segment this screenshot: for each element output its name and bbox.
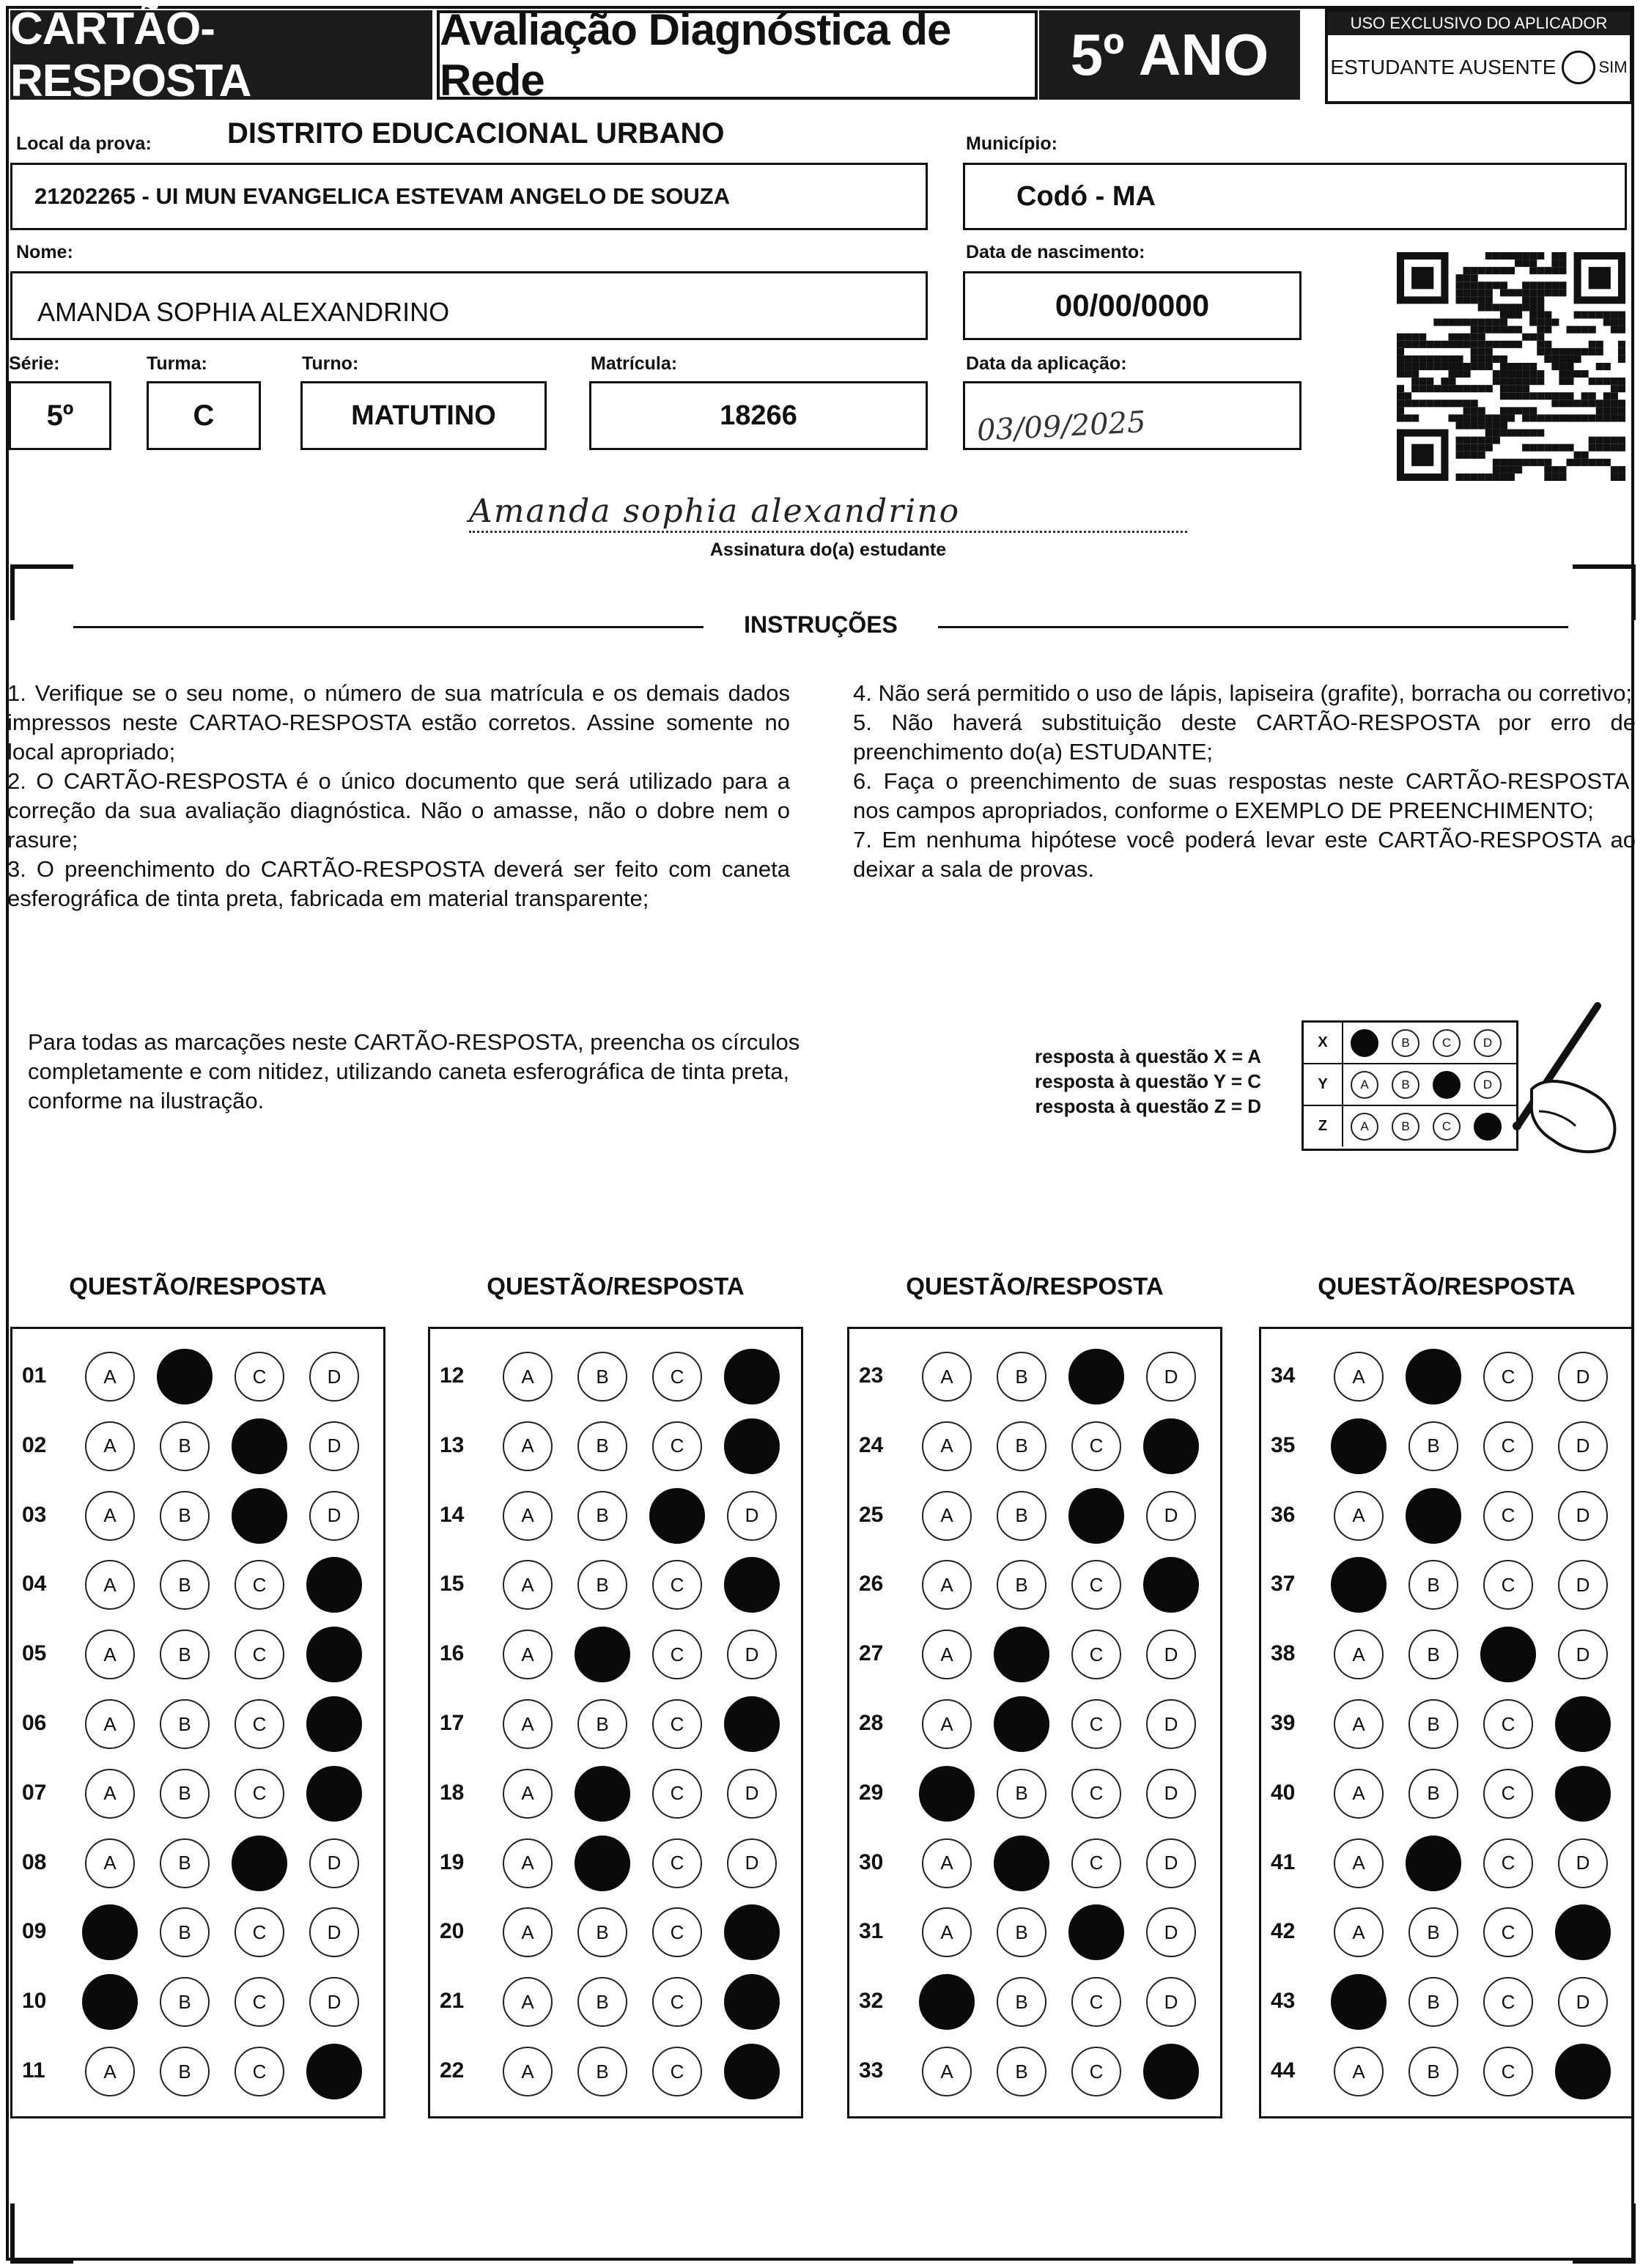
answer-bubble-09-a[interactable]: A [82, 1904, 138, 1960]
question-number: 07 [22, 1780, 47, 1805]
question-number: 36 [1271, 1502, 1296, 1527]
answer-bubble-24-b[interactable]: B [997, 1421, 1046, 1471]
question-number: 38 [1271, 1641, 1296, 1666]
question-number: 13 [440, 1432, 465, 1457]
answer-bubble-28-a[interactable]: A [922, 1699, 972, 1749]
answer-bubble-10-d[interactable]: D [309, 1977, 359, 2027]
question-number: 42 [1271, 1919, 1296, 1944]
answer-bubble-36-d[interactable]: D [1558, 1491, 1608, 1541]
answer-bubble-37-b[interactable]: B [1408, 1560, 1458, 1610]
example-grid [1302, 1020, 1518, 1151]
turma-field: C [147, 381, 261, 450]
question-number: 01 [22, 1363, 47, 1388]
signature-handwriting: Amanda sophia alexandrino [469, 493, 961, 530]
answer-bubble-02-a[interactable]: A [85, 1421, 135, 1471]
answer-bubble-09-b[interactable]: B [160, 1907, 210, 1957]
question-number: 11 [22, 2058, 45, 2083]
answer-bubble-37-c[interactable]: C [1483, 1560, 1533, 1610]
answer-bubble-20-c[interactable]: C [652, 1907, 702, 1957]
answer-bubble-12-b[interactable]: B [577, 1352, 627, 1402]
answer-bubble-27-d[interactable]: D [1146, 1630, 1196, 1679]
question-number: 15 [440, 1572, 465, 1597]
local-label: Local da prova: [16, 133, 152, 154]
instructions-title: INSTRUÇÕES [744, 611, 898, 638]
answer-bubble-21-b[interactable]: B [577, 1977, 627, 2027]
answer-bubble-26-d[interactable]: D [1143, 1557, 1199, 1613]
question-number: 02 [22, 1432, 47, 1457]
signature-line [469, 531, 1187, 533]
answer-bubble-41-c[interactable]: C [1483, 1838, 1533, 1888]
example-row-label: Y [1304, 1064, 1343, 1105]
question-number: 20 [440, 1919, 465, 1944]
example-line: resposta à questão Y = C [1035, 1070, 1262, 1092]
answer-bubble-40-b[interactable]: B [1408, 1769, 1458, 1819]
answer-bubble-42-b[interactable]: B [1408, 1907, 1458, 1957]
answer-bubble-07-d[interactable]: D [306, 1766, 362, 1822]
example-bubble-d: D [1474, 1113, 1502, 1141]
answer-bubble-15-c[interactable]: C [652, 1560, 702, 1610]
answer-bubble-38-a[interactable]: A [1334, 1630, 1384, 1679]
question-number: 06 [22, 1711, 47, 1735]
answer-bubble-39-a[interactable]: A [1334, 1699, 1384, 1749]
example-bubble-d: D [1474, 1071, 1502, 1099]
answer-bubble-25-a[interactable]: A [922, 1491, 972, 1541]
answer-bubble-14-a[interactable]: A [503, 1491, 553, 1541]
answer-bubble-22-c[interactable]: C [652, 2047, 702, 2096]
answer-bubble-43-a[interactable]: A [1331, 1974, 1387, 2030]
answer-bubble-40-d[interactable]: D [1555, 1766, 1611, 1822]
answer-bubble-09-c[interactable]: C [235, 1907, 284, 1957]
answer-bubble-26-b[interactable]: B [997, 1560, 1046, 1610]
answer-bubble-16-c[interactable]: C [652, 1630, 702, 1679]
answer-bubble-32-d[interactable]: D [1146, 1977, 1196, 2027]
example-legend [1035, 1044, 1261, 1119]
answer-bubble-15-a[interactable]: A [503, 1560, 553, 1610]
answer-bubble-31-d[interactable]: D [1146, 1907, 1196, 1957]
answer-bubble-28-d[interactable]: D [1146, 1699, 1196, 1749]
applicator-label: USO EXCLUSIVO DO APLICADOR [1328, 12, 1630, 35]
answer-bubble-03-d[interactable]: D [309, 1491, 359, 1541]
answer-bubble-40-c[interactable]: C [1483, 1769, 1533, 1819]
answer-bubble-06-d[interactable]: D [306, 1696, 362, 1752]
answer-bubble-35-a[interactable]: A [1331, 1418, 1387, 1474]
answer-bubble-19-d[interactable]: D [727, 1838, 777, 1888]
answer-bubble-41-d[interactable]: D [1558, 1838, 1608, 1888]
answer-bubble-33-d[interactable]: D [1143, 2044, 1199, 2099]
answer-bubble-16-b[interactable]: B [575, 1627, 630, 1682]
question-number: 28 [859, 1711, 884, 1735]
answer-bubble-29-b[interactable]: B [997, 1769, 1046, 1819]
qr-code [1397, 252, 1625, 481]
answer-bubble-25-c[interactable]: C [1068, 1488, 1124, 1544]
corner-mark-top-left [10, 564, 73, 620]
answer-bubble-15-d[interactable]: D [724, 1557, 780, 1613]
answer-bubble-26-c[interactable]: C [1071, 1560, 1121, 1610]
answer-bubble-01-b[interactable]: B [157, 1349, 213, 1404]
question-number: 18 [440, 1780, 465, 1805]
answer-bubble-06-c[interactable]: C [235, 1699, 284, 1749]
answer-bubble-12-a[interactable]: A [503, 1352, 553, 1402]
answer-bubble-36-b[interactable]: B [1406, 1488, 1461, 1544]
answer-bubble-42-a[interactable]: A [1334, 1907, 1384, 1957]
question-number: 22 [440, 2058, 465, 2083]
grade-badge: 5º ANO [1039, 10, 1300, 100]
question-number: 14 [440, 1502, 465, 1527]
exam-title: Avaliação Diagnóstica de Rede [437, 10, 1038, 100]
instruction-item: 7. Em nenhuma hipótese você poderá levar este CARTÃO-RESPOSTA ao deixar a sala de provas. [853, 827, 1636, 882]
answer-bubble-18-b[interactable]: B [575, 1766, 630, 1822]
answer-bubble-14-c[interactable]: C [649, 1488, 705, 1544]
question-number: 04 [22, 1572, 47, 1597]
example-bubble-b: B [1392, 1113, 1419, 1141]
applicator-box [1325, 9, 1633, 104]
answer-bubble-17-d[interactable]: D [724, 1696, 780, 1752]
instruction-item: 2. O CARTÃO-RESPOSTA é o único documento que será utilizado para a correção da sua avaliação diagnóstica. Não o amasse, não o dobre nem o rasure; [7, 768, 790, 853]
example-bubble-b: B [1392, 1071, 1419, 1099]
answer-bubble-21-d[interactable]: D [724, 1974, 780, 2030]
example-row-label: X [1304, 1023, 1343, 1063]
answer-bubble-17-b[interactable]: B [577, 1699, 627, 1749]
example-bubble-b: B [1392, 1029, 1419, 1057]
answer-bubble-38-d[interactable]: D [1558, 1630, 1608, 1679]
answer-bubble-08-a[interactable]: A [85, 1838, 135, 1888]
answer-bubble-14-d[interactable]: D [727, 1491, 777, 1541]
answer-bubble-30-c[interactable]: C [1071, 1838, 1121, 1888]
instruction-item: 5. Não haverá substituição deste CARTÃO-RESPOSTA por erro de preenchimento do(a) ESTUDANTE; [853, 710, 1636, 765]
nome-label: Nome: [16, 242, 73, 262]
answer-bubble-34-b[interactable]: B [1406, 1349, 1461, 1404]
answer-bubble-06-b[interactable]: B [160, 1699, 210, 1749]
answer-bubble-11-d[interactable]: D [306, 2044, 362, 2099]
answer-bubble-42-c[interactable]: C [1483, 1907, 1533, 1957]
answer-bubble-10-c[interactable]: C [235, 1977, 284, 2027]
answer-bubble-21-c[interactable]: C [652, 1977, 702, 2027]
answer-bubble-04-b[interactable]: B [160, 1560, 210, 1610]
answer-bubble-32-a[interactable]: A [919, 1974, 975, 2030]
answer-bubble-23-c[interactable]: C [1068, 1349, 1124, 1404]
question-number: 10 [22, 1989, 47, 2014]
answer-bubble-12-d[interactable]: D [724, 1349, 780, 1404]
answer-bubble-07-a[interactable]: A [85, 1769, 135, 1819]
answer-bubble-27-b[interactable]: B [994, 1627, 1049, 1682]
answer-column-title: QUESTÃO/RESPOSTA [487, 1273, 745, 1300]
question-number: 26 [859, 1572, 884, 1597]
instructions-right-column [853, 679, 1636, 884]
question-number: 44 [1271, 2058, 1296, 2083]
answer-bubble-44-b[interactable]: B [1408, 2047, 1458, 2096]
answer-bubble-44-c[interactable]: C [1483, 2047, 1533, 2096]
nascimento-label: Data de nascimento: [966, 242, 1145, 262]
example-bubble-c: C [1433, 1029, 1461, 1057]
instructions-left-column [7, 679, 790, 913]
card-title: CARTÃO-RESPOSTA [10, 10, 432, 100]
answer-bubble-05-d[interactable]: D [306, 1627, 362, 1682]
answer-bubble-22-a[interactable]: A [503, 2047, 553, 2096]
answer-bubble-16-a[interactable]: A [503, 1630, 553, 1679]
signature-caption: Assinatura do(a) estudante [709, 540, 947, 560]
answer-bubble-05-a[interactable]: A [85, 1630, 135, 1679]
turno-field: MATUTINO [300, 381, 547, 450]
example-bubble-d: D [1474, 1029, 1502, 1057]
nome-value: AMANDA SOPHIA ALEXANDRINO [37, 297, 450, 327]
answer-bubble-24-c[interactable]: C [1071, 1421, 1121, 1471]
answer-bubble-03-a[interactable]: A [85, 1491, 135, 1541]
example-bubble-c: C [1433, 1071, 1461, 1099]
answer-bubble-07-b[interactable]: B [160, 1769, 210, 1819]
answer-bubble-41-a[interactable]: A [1334, 1838, 1384, 1888]
answer-bubble-24-a[interactable]: A [922, 1421, 972, 1471]
answer-bubble-06-a[interactable]: A [85, 1699, 135, 1749]
answer-bubble-28-b[interactable]: B [994, 1696, 1049, 1752]
instructions-rule-left [73, 626, 704, 628]
aplicacao-handwritten: 03/09/2025 [975, 405, 1147, 449]
question-number: 17 [440, 1711, 465, 1735]
serie-label: Série: [9, 353, 60, 374]
example-bubble-a: A [1351, 1113, 1378, 1141]
answer-bubble-13-d[interactable]: D [724, 1418, 780, 1474]
answer-bubble-23-d[interactable]: D [1146, 1352, 1196, 1402]
absent-option-label: SIM [1598, 58, 1628, 76]
answer-bubble-30-a[interactable]: A [922, 1838, 972, 1888]
answer-bubble-11-c[interactable]: C [235, 2047, 284, 2096]
nome-field [10, 271, 928, 340]
answer-bubble-31-a[interactable]: A [922, 1907, 972, 1957]
corner-mark-top-right [1573, 564, 1636, 620]
answer-column-title: QUESTÃO/RESPOSTA [1318, 1273, 1576, 1300]
answer-bubble-07-c[interactable]: C [235, 1769, 284, 1819]
answer-bubble-01-d[interactable]: D [309, 1352, 359, 1402]
question-number: 09 [22, 1919, 47, 1944]
answer-bubble-08-c[interactable]: C [232, 1836, 287, 1891]
answer-bubble-08-b[interactable]: B [160, 1838, 210, 1888]
example-line: resposta à questão X = A [1035, 1045, 1262, 1067]
question-number: 23 [859, 1363, 884, 1388]
answer-bubble-28-c[interactable]: C [1071, 1699, 1121, 1749]
answer-column-title: QUESTÃO/RESPOSTA [69, 1273, 327, 1300]
question-number: 27 [859, 1641, 884, 1666]
answer-bubble-03-b[interactable]: B [160, 1491, 210, 1541]
answer-bubble-43-b[interactable]: B [1408, 1977, 1458, 2027]
question-number: 37 [1271, 1572, 1296, 1597]
answer-bubble-26-a[interactable]: A [922, 1560, 972, 1610]
answer-bubble-32-b[interactable]: B [997, 1977, 1046, 2027]
absent-checkbox[interactable] [1562, 51, 1595, 84]
corner-mark-bottom-left [10, 2203, 73, 2264]
answer-bubble-23-a[interactable]: A [922, 1352, 972, 1402]
local-value: DISTRITO EDUCACIONAL URBANO [227, 117, 725, 150]
turma-label: Turma: [147, 353, 207, 374]
question-number: 16 [440, 1641, 465, 1666]
answer-bubble-38-b[interactable]: B [1408, 1630, 1458, 1679]
school-field: 21202265 - UI MUN EVANGELICA ESTEVAM ANGELO DE SOUZA [10, 163, 928, 230]
answer-bubble-27-a[interactable]: A [922, 1630, 972, 1679]
question-number: 29 [859, 1780, 884, 1805]
question-number: 41 [1271, 1849, 1296, 1874]
answer-bubble-39-c[interactable]: C [1483, 1699, 1533, 1749]
question-number: 08 [22, 1849, 47, 1874]
question-number: 33 [859, 2058, 884, 2083]
answer-bubble-41-b[interactable]: B [1406, 1836, 1461, 1891]
answer-bubble-18-c[interactable]: C [652, 1769, 702, 1819]
answer-bubble-10-b[interactable]: B [160, 1977, 210, 2027]
answer-bubble-16-d[interactable]: D [727, 1630, 777, 1679]
example-row [1304, 1106, 1516, 1148]
example-row [1304, 1023, 1516, 1064]
answer-bubble-34-c[interactable]: C [1483, 1352, 1533, 1402]
answer-bubble-35-d[interactable]: D [1558, 1421, 1608, 1471]
matricula-field: 18266 [589, 381, 928, 450]
example-bubble-a: A [1351, 1071, 1378, 1099]
question-number: 24 [859, 1432, 884, 1457]
answer-bubble-31-c[interactable]: C [1068, 1904, 1124, 1960]
answer-bubble-20-d[interactable]: D [724, 1904, 780, 1960]
question-number: 34 [1271, 1363, 1296, 1388]
answer-bubble-13-b[interactable]: B [577, 1421, 627, 1471]
answer-bubble-33-c[interactable]: C [1071, 2047, 1121, 2096]
answer-bubble-27-c[interactable]: C [1071, 1630, 1121, 1679]
answer-column-title: QUESTÃO/RESPOSTA [906, 1273, 1164, 1300]
answer-bubble-37-a[interactable]: A [1331, 1557, 1387, 1613]
question-number: 05 [22, 1641, 47, 1666]
municipio-label: Município: [966, 133, 1057, 154]
answer-bubble-30-b[interactable]: B [994, 1836, 1049, 1891]
answer-bubble-04-c[interactable]: C [235, 1560, 284, 1610]
instruction-item: 1. Verifique se o seu nome, o número de sua matrícula e os demais dados impressos neste CARTAO-RESPOSTA estão corretos. Assine somente no local apropriado; [7, 680, 790, 765]
answer-bubble-43-c[interactable]: C [1483, 1977, 1533, 2027]
question-number: 12 [440, 1363, 465, 1388]
instruction-item: 6. Faça o preenchimento de suas respostas neste CARTÃO-RESPOSTA, nos campos apropriados, conforme o EXEMPLO DE PREENCHIMENTO; [853, 768, 1636, 823]
instruction-item: 3. O preenchimento do CARTÃO-RESPOSTA deverá ser feito com caneta esferográfica de tinta preta, fabricada em material transparente; [7, 856, 790, 911]
question-number: 39 [1271, 1711, 1296, 1735]
answer-bubble-31-b[interactable]: B [997, 1907, 1046, 1957]
answer-bubble-38-c[interactable]: C [1480, 1627, 1536, 1682]
answer-bubble-04-d[interactable]: D [306, 1557, 362, 1613]
answer-bubble-12-c[interactable]: C [652, 1352, 702, 1402]
answer-bubble-20-a[interactable]: A [503, 1907, 553, 1957]
nascimento-field: 00/00/0000 [963, 271, 1302, 340]
answer-bubble-25-b[interactable]: B [997, 1491, 1046, 1541]
answer-bubble-22-d[interactable]: D [724, 2044, 780, 2099]
answer-bubble-20-b[interactable]: B [577, 1907, 627, 1957]
answer-bubble-42-d[interactable]: D [1555, 1904, 1611, 1960]
instruction-item: 4. Não será permitido o uso de lápis, lapiseira (grafite), borracha ou corretivo; [853, 680, 1633, 706]
answer-bubble-02-b[interactable]: B [160, 1421, 210, 1471]
answer-bubble-23-b[interactable]: B [997, 1352, 1046, 1402]
question-number: 32 [859, 1989, 884, 2014]
answer-bubble-10-a[interactable]: A [82, 1974, 138, 2030]
answer-bubble-01-c[interactable]: C [235, 1352, 284, 1402]
answer-bubble-11-b[interactable]: B [160, 2047, 210, 2096]
absent-label: ESTUDANTE AUSENTE [1330, 56, 1557, 78]
answer-bubble-09-d[interactable]: D [309, 1907, 359, 1957]
answer-bubble-17-c[interactable]: C [652, 1699, 702, 1749]
instructions-rule-right [938, 626, 1568, 628]
answer-bubble-34-d[interactable]: D [1558, 1352, 1608, 1402]
serie-field: 5º [9, 381, 111, 450]
answer-bubble-33-b[interactable]: B [997, 2047, 1046, 2096]
answer-bubble-19-c[interactable]: C [652, 1838, 702, 1888]
answer-bubble-29-d[interactable]: D [1146, 1769, 1196, 1819]
answer-bubble-14-b[interactable]: B [577, 1491, 627, 1541]
answer-bubble-04-a[interactable]: A [85, 1560, 135, 1610]
answer-bubble-35-b[interactable]: B [1408, 1421, 1458, 1471]
answer-bubble-02-c[interactable]: C [232, 1418, 287, 1474]
answer-bubble-02-d[interactable]: D [309, 1421, 359, 1471]
example-row [1304, 1064, 1516, 1106]
example-row-label: Z [1304, 1106, 1343, 1146]
answer-bubble-30-d[interactable]: D [1146, 1838, 1196, 1888]
answer-bubble-13-c[interactable]: C [652, 1421, 702, 1471]
corner-mark-bottom-right [1573, 2203, 1636, 2264]
example-line: resposta à questão Z = D [1035, 1095, 1262, 1117]
answer-bubble-21-a[interactable]: A [503, 1977, 553, 2027]
answer-bubble-24-d[interactable]: D [1143, 1418, 1199, 1474]
answer-bubble-36-c[interactable]: C [1483, 1491, 1533, 1541]
answer-bubble-44-a[interactable]: A [1334, 2047, 1384, 2096]
question-number: 21 [440, 1989, 465, 2014]
question-number: 25 [859, 1502, 884, 1527]
answer-bubble-37-d[interactable]: D [1558, 1560, 1608, 1610]
question-number: 31 [859, 1919, 884, 1944]
question-number: 03 [22, 1502, 47, 1527]
answer-bubble-15-b[interactable]: B [577, 1560, 627, 1610]
answer-bubble-05-b[interactable]: B [160, 1630, 210, 1679]
example-bubble-a: A [1351, 1029, 1378, 1057]
question-number: 30 [859, 1849, 884, 1874]
answer-bubble-17-a[interactable]: A [503, 1699, 553, 1749]
answer-bubble-25-d[interactable]: D [1146, 1491, 1196, 1541]
answer-bubble-18-d[interactable]: D [727, 1769, 777, 1819]
answer-bubble-03-c[interactable]: C [232, 1488, 287, 1544]
answer-bubble-40-a[interactable]: A [1334, 1769, 1384, 1819]
aplicacao-label: Data da aplicação: [966, 353, 1127, 374]
answer-bubble-36-a[interactable]: A [1334, 1491, 1384, 1541]
answer-bubble-34-a[interactable]: A [1334, 1352, 1384, 1402]
matricula-label: Matrícula: [591, 353, 678, 374]
answer-bubble-19-a[interactable]: A [503, 1838, 553, 1888]
question-number: 35 [1271, 1432, 1296, 1457]
answer-bubble-44-d[interactable]: D [1555, 2044, 1611, 2099]
municipio-field: Codó - MA [963, 163, 1627, 230]
answer-bubble-32-c[interactable]: C [1071, 1977, 1121, 2027]
pen-hand-icon [1488, 1001, 1627, 1163]
answer-bubble-43-d[interactable]: D [1558, 1977, 1608, 2027]
question-number: 19 [440, 1849, 465, 1874]
answer-bubble-05-c[interactable]: C [235, 1630, 284, 1679]
question-number: 40 [1271, 1780, 1296, 1805]
answer-bubble-29-c[interactable]: C [1071, 1769, 1121, 1819]
answer-bubble-39-b[interactable]: B [1408, 1699, 1458, 1749]
answer-bubble-39-d[interactable]: D [1555, 1696, 1611, 1752]
answer-bubble-35-c[interactable]: C [1483, 1421, 1533, 1471]
answer-bubble-13-a[interactable]: A [503, 1421, 553, 1471]
answer-bubble-08-d[interactable]: D [309, 1838, 359, 1888]
question-number: 43 [1271, 1989, 1296, 2014]
answer-bubble-22-b[interactable]: B [577, 2047, 627, 2096]
answer-bubble-01-a[interactable]: A [85, 1352, 135, 1402]
answer-bubble-29-a[interactable]: A [919, 1766, 975, 1822]
aplicacao-field [963, 381, 1302, 450]
answer-bubble-33-a[interactable]: A [922, 2047, 972, 2096]
turno-label: Turno: [302, 353, 359, 374]
answer-bubble-19-b[interactable]: B [575, 1836, 630, 1891]
example-bubble-c: C [1433, 1113, 1461, 1141]
fill-instruction: Para todas as marcações neste CARTÃO-RESPOSTA, preencha os círculos completamente e com nitidez, utilizando caneta esferográfica de tinta preta, conforme na ilustração. [28, 1029, 800, 1113]
answer-bubble-11-a[interactable]: A [85, 2047, 135, 2096]
answer-bubble-18-a[interactable]: A [503, 1769, 553, 1819]
